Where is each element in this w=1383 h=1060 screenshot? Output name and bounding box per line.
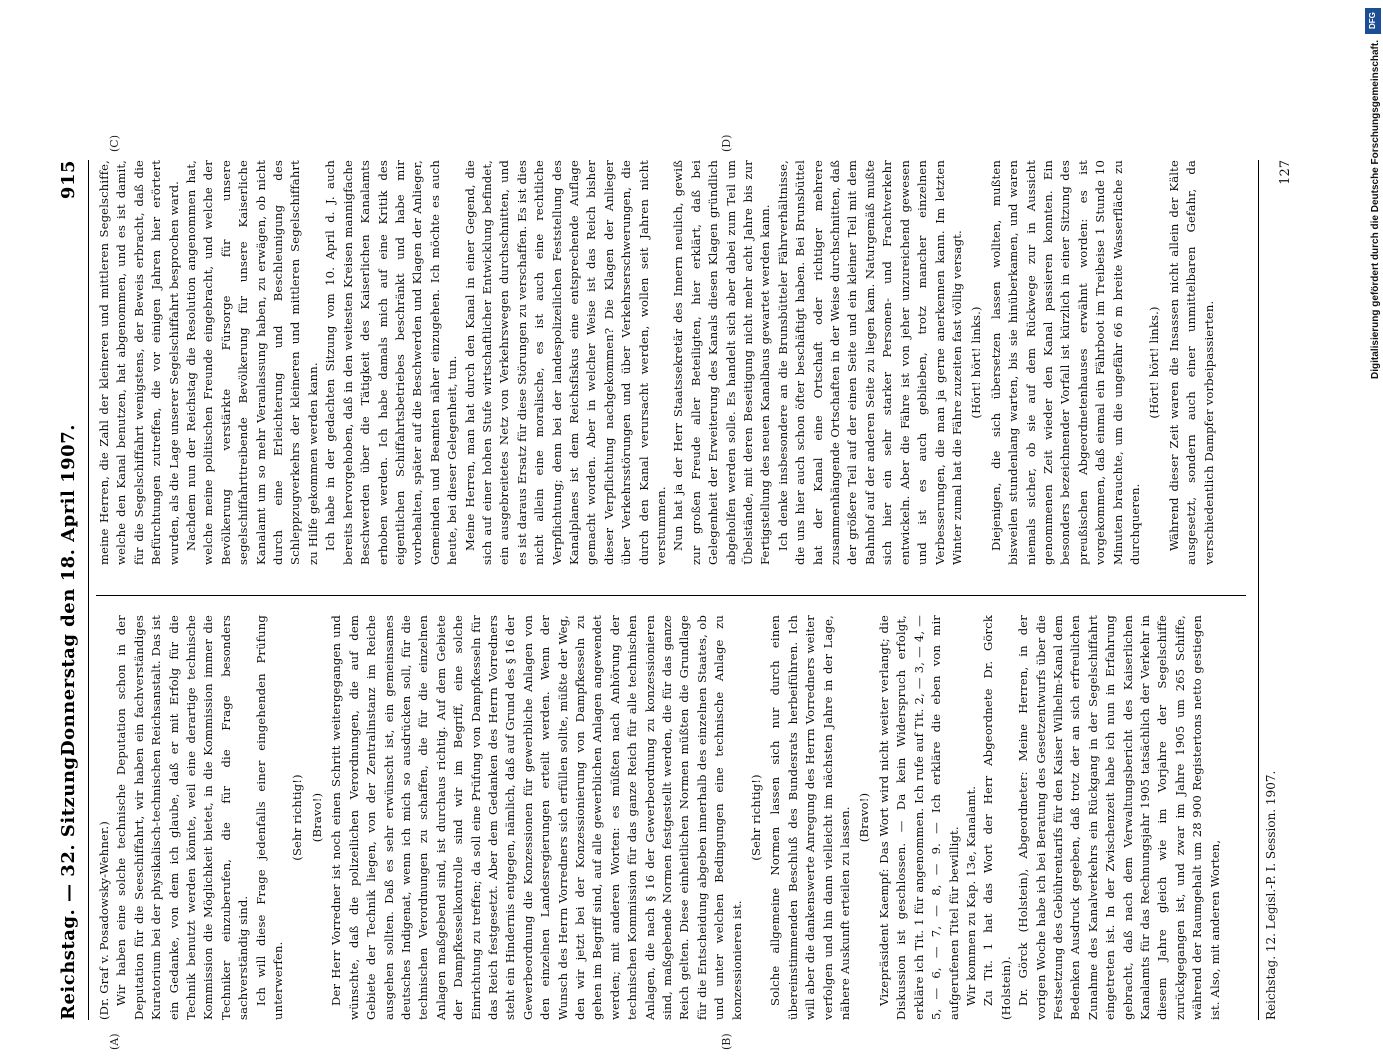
right-column	[96, 160, 1218, 565]
interjection: (Sehr richtig!)	[290, 774, 305, 861]
document-page	[30, 120, 1315, 1060]
paragraph: Wir kommen zu Kap. 13e, Kanalamt.	[963, 785, 978, 1006]
interjection: (Bravo!)	[857, 792, 872, 843]
footer-rule	[1258, 160, 1259, 1020]
paragraph: Ich will diese Frage jedenfalls einer eingehenden Prüfung unterwerfen.	[253, 615, 286, 1020]
paragraph: Vizepräsident Kaempf: Das Wort wird nicht weiter verlangt; die Diskussion ist geschlossen. — Da kein Widerspruch erfolgt, erkläre ich Tit. 1 für angenommen. Ich rufe auf Tit. 2, — 3, — 4, — 5, — 6, — 7, — 8, — 9. — Ich erkläre die eben von mir aufgerufenen Titel für bewilligt.	[876, 615, 961, 1020]
footer-imprint: Reichstag. 12. Legisl.-P. I. Session. 1907.	[1264, 770, 1278, 1020]
margin-mark-b: (B)	[720, 1033, 733, 1050]
margin-mark-d: (D)	[720, 134, 733, 152]
paragraph: Während dieser Zeit waren die Insassen nicht allein der Kälte ausgesetzt, sondern auch einer unmittelbaren Gefahr, da verschiedentlich Dampfer vorbeipassierten.	[1166, 160, 1216, 565]
paragraph: Zu Tit. 1 hat das Wort der Herr Abgeordnete Dr. Görck (Holstein).	[981, 615, 1013, 1020]
column-divider	[96, 595, 1246, 596]
interjection: (Sehr richtig!)	[749, 774, 764, 861]
paragraph: Wir haben eine solche technische Deputation schon in der Deputation für die Seeschiffahrt, wir haben ein fachverständiges Kuratorium bei der physikalisch-technischen Reichsanstalt. Das ist ein Gedanke, von dem ich glaube, daß er mit Erfolg für die Technik benutzt werden könnte, weil eine derartige technische Kommission die Möglichkeit bietet, in die Kommission immer die Techniker einzuberufen, die für die Frage besonders sachverständig sind.	[114, 615, 251, 1020]
left-column	[96, 615, 1224, 1020]
speaker-tag: (Dr. Graf v. Posadowsky-Wehner.)	[97, 821, 111, 1020]
paragraph: Nun hat ja der Herr Staatssekretär des Innern neulich, gewiß zur großen Freude aller Beteiligten, hier erklärt, daß bei Gelegenheit der Erweiterung des Kanals diesen Klagen gründlich abgeholfen werden solle. Es handelt sich aber dabei zum Teil um Übelstände, mit deren Beseitigung nicht mehr acht Jahre bis zur Fertigstellung des neuen Kanalbaus gewartet werden kann.	[671, 160, 773, 565]
interjection: (Hört! hört! links.)	[1147, 306, 1162, 419]
page-header	[58, 160, 88, 1020]
paragraph: Dr. Görck (Holstein), Abgeordneter: Meine Herren, in der vorigen Woche habe ich bei Beratung des Gesetzentwurfs über die Festsetzung des Gebührentarifs für den Kaiser Wilhelm-Kanal dem Bedenken Ausdruck gegeben, daß trotz der an sich erfreulichen Zunahme des Kanalverkehrs ein Rückgang in der Segelschiffahrt eingetreten ist. In der Zwischenzeit habe ich nun in Erfahrung gebracht, daß nach dem Verwaltungsbericht des Kaiserlichen Kanalamts für das Rechnungsjahr 1905 tatsächlich der Verkehr in diesem Jahre gleich wie im Vorjahre der Segelschiffe zurückgegangen ist, und zwar im Jahre 1905 um 265 Schiffe, während der Raumgehalt um 28 900 Registertons netto gestiegen ist. Also, mit anderen Worten,	[1016, 615, 1222, 1020]
paragraph: Ich denke insbesondere an die Brunsbütteler Fährverhältnisse, die uns hier auch schon öfter beschäftigt haben. Bei Brunsbüttel hat der Kanal eine Ortschaft oder richtiger mehrere zusammenhängende Ortschaften in der Weise durchschnitten, daß der größere Teil auf der einen Seite und ein kleiner Teil mit dem Bahnhof auf der anderen Seite zu liegen kam. Naturgemäß mußte sich hier ein sehr starker Personen- und Frachtverkehr entwickeln. Aber die Fähre ist von jeher unzureichend gewesen und ist es auch geblieben, trotz mancher einzelnen Verbesserungen, die man ja gerne anerkennen kann. Im letzten Winter zumal hat die Fähre zuzeiten fast völlig versagt.	[775, 160, 964, 565]
paragraph: Meine Herren, man hat durch den Kanal in einer Gegend, die sich auf einer hohen Stufe wirtschaftlicher Entwicklung befindet, ein ausgebreitetes Netz von Verkehrswegen durchschnitten, und es ist daraus Ersatz für diese Störungen zu verschaffen. Es ist dies nicht allein eine moralische, es ist auch eine rechtliche Verpflichtung; denn bei der landespolizeilichen Feststellung des Kanalplanes ist dem Reichsfiskus eine entsprechende Auflage gemacht worden. Aber in welcher Weise ist das Reich bisher dieser Verpflichtung nachgekommen? Die Klagen der Anlieger über Verkehrsstörungen und über Verkehrserschwerungen, die durch den Kanal verursacht werden, wollen seit Jahren nicht verstummen.	[462, 160, 668, 565]
folio-number: 127	[1278, 160, 1293, 185]
interjection: (Bravo!)	[309, 792, 324, 843]
header-left: Reichstag. — 32. Sitzung.	[58, 749, 79, 1020]
header-rule	[88, 160, 89, 1020]
paragraph: Diejenigen, die sich übersetzen lassen wollten, mußten bisweilen stundenlang warten, bis sie hinüberkamen, und waren niemals sicher, ob sie auf dem Rückwege zur in Aussicht genommenen Zeit wieder den Kanal passieren konnten. Ein besonders bezeichnender Vorfall ist kürzlich in einer Sitzung des preußischen Abgeordnetenhauses erwähnt worden: es ist vorgekommen, daß einmal ein Fährboot im Treibeise 1 Stunde 10 Minuten brauchte, um die ungefähr 66 m breite Wasserfläche zu durchqueren.	[988, 160, 1142, 565]
margin-mark-a: (A)	[108, 1033, 121, 1050]
margin-mark-c: (C)	[108, 135, 121, 152]
page-number: 915	[58, 160, 79, 200]
paragraph: meine Herren, die Zahl der kleineren und mittleren Segelschiffe, welche den Kanal benutzen, hat abgenommen, und es ist damit, für die Segelschiffahrt wenigstens, der Beweis erbracht, daß die Befürchtungen zutreffen, die vor einigen Jahren hier erörtert wurden, als die Lage unserer Segelschiffahrt besprochen ward.	[97, 160, 181, 565]
paragraph: Nachdem nun der Reichstag die Resolution angenommen hat, welche meine politischen Freunde eingebracht, und welche der Bevölkerung verstärkte Fürsorge für unsere segelschiffahrttreibende Bevölkerung für unsere Kaiserliche Kanalamt um so mehr Veranlassung haben, zu erwägen, ob nicht durch eine Erleichterung und Beschleunigung des Schleppzugverkehrs der kleineren und mittleren Segelschiffahrt zu Hilfe gekommen werden kann.	[184, 160, 320, 565]
interjection: (Hört! hört! links.)	[969, 306, 984, 419]
dfg-credit: Digitalisierung gefördert durch die Deutsche Forschungsgemeinschaft.	[1370, 40, 1381, 379]
paragraph: Der Herr Vorredner ist noch einen Schritt weitergegangen und wünschte, daß die polizeilichen Verordnungen, die auf dem Gebiete der Technik liegen, von der Zentralinstanz im Reiche ausgehen sollten. Daß es sehr erwünscht ist, ein gemeinsames deutsches Indigenat, wenn ich mich so ausdrücken soll, für die technischen Verordnungen zu schaffen, die für die einzelnen Anlagen maßgebend sind, ist durchaus richtig. Auf dem Gebiete der Dampfkesselkontrolle sind wir im Begriff, eine solche Einrichtung zu treffen; da soll eine Prüfung von Dampfkesseln für das Reich festgesetzt. Aber dem Gedanken des Herrn Vorredners steht ein Hindernis entgegen, nämlich, daß auf Grund des § 16 der Gewerbeordnung die Konzessionen für gewerbliche Anlagen von den einzelnen Landesregierungen erteilt werden. Wenn der Wunsch des Herrn Vorredners sich erfüllen sollte, müßte der Weg, den wir jetzt bei der Konzessionierung von Dampfkesseln zu gehen im Begriff sind, auf alle gewerblichen Anlagen angewendet werden; mit anderen Worten: es müßten nach Anhörung der technischen Kommission für das ganze Reich für alle technischen Anlagen, die nach § 16 der Gewerbeordnung zu konzessionieren sind, maßgebende Normen festgestellt werden, die für das ganze Reich gelten. Diese einheitlichen Normen müßten die Grundlage für die Entscheidung abgeben innerhalb des einzelnen Staates, ob und unter welchen Bedingungen eine technische Anlage zu konzessionieren ist.	[329, 615, 744, 1020]
paragraph: Ich habe in der gedachten Sitzung vom 10. April d. J. auch bereits hervorgehoben, daß in den weitesten Kreisen mannigfache Beschwerden über die Tätigkeit des Kaiserlichen Kanalamts erhoben werden. Ich habe damals mich auf eine Kritik des eigentlichen Schiffahrtsbetriebes beschränkt und habe mir vorbehalten, später auf die Beschwerden und Klagen der Anlieger, Gemeinden und Beamten näher einzugehen. Ich möchte es auch heute, bei dieser Gelegenheit, tun.	[323, 160, 460, 565]
header-date: Donnerstag den 18. April 1907.	[58, 424, 79, 757]
paragraph: Solche allgemeine Normen lassen sich nur durch einen übereinstimmenden Beschluß des Bundesrats herbeiführen. Ich will aber die dankenswerte Anregung des Herrn Vorredners weiter verfolgen und hin dann vielleicht im nächsten Jahre in der Lage, nähere Auskunft erteilen zu lassen.	[768, 615, 853, 1020]
dfg-logo-icon: DFG	[1365, 8, 1381, 34]
